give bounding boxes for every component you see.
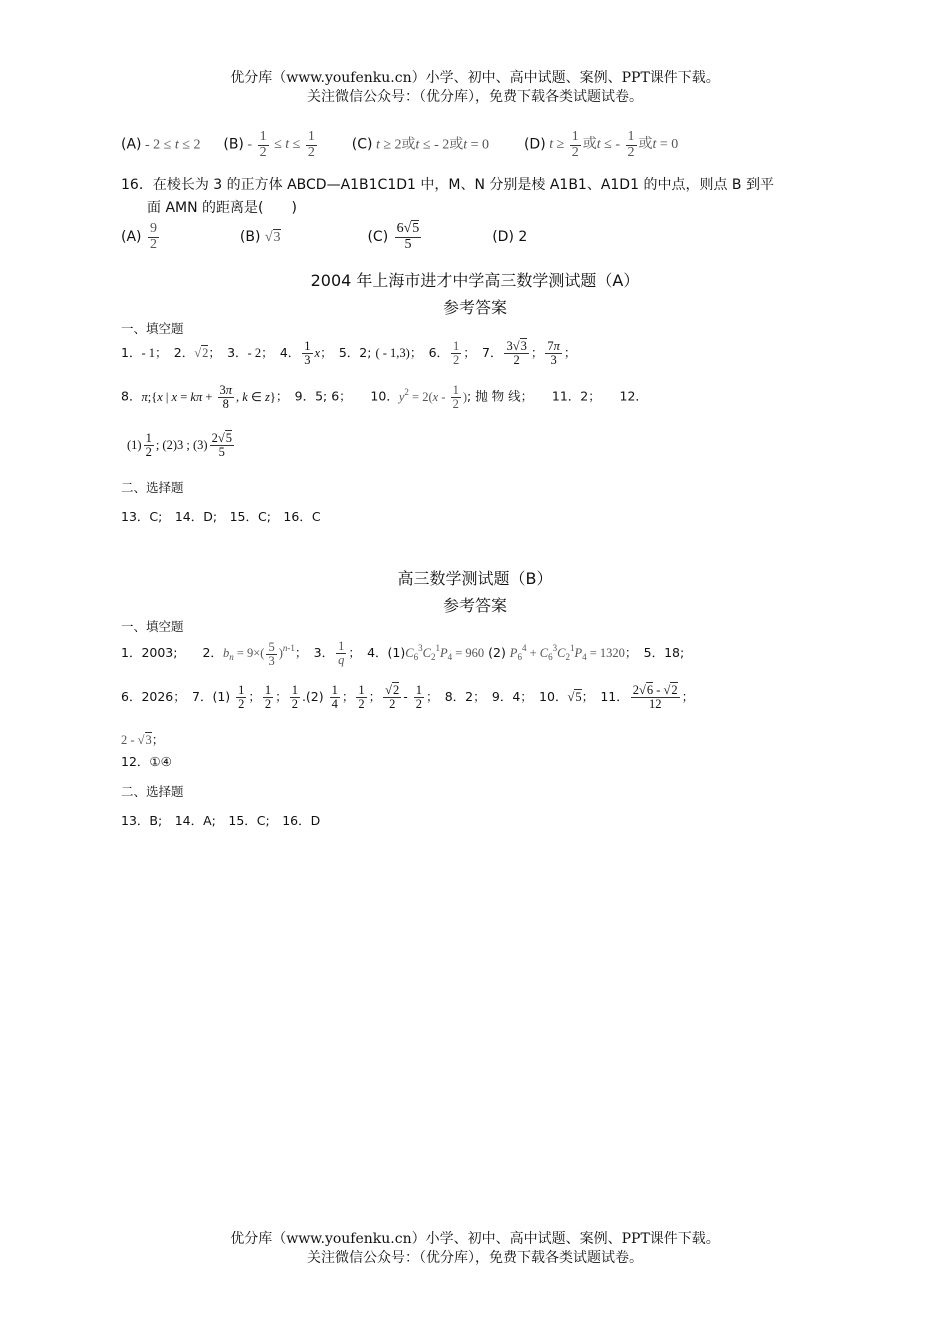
section-a-choice-answers: 13．C; 14．D; 15．C; 16．C — [121, 509, 321, 524]
section-b-title: 高三数学测试题（B） — [397, 569, 553, 588]
section-a-title: 2004 年上海市进才中学高三数学测试题（A） — [310, 271, 640, 290]
section-b-item-12: 12．①④ — [121, 754, 172, 769]
section-a-subtitle: 参考答案 — [442, 298, 507, 317]
section-b-subtitle: 参考答案 — [442, 596, 507, 615]
section-a-fill-heading: 一、填空题 — [121, 321, 184, 336]
header-line-1: 优分库（www.youfenku.cn）小学、初中、高中试题、案例、PPT课件下载。 — [230, 70, 720, 86]
section-a-choice-heading: 二、选择题 — [121, 480, 184, 495]
section-b-choice-answers: 13．B; 14．A; 15．C; 16．D — [121, 813, 321, 828]
section-b-fill-row-2: 6．2026； 7．(1) $\frac{1}{2}$ ； $\frac{1}{2}$ ； $\frac{1}{2}$ .(2) $\frac{1}{4}$ ； $\frac{1}{2}$ ； $\frac{√2}{2}$ - $\frac{1}{2}$ ； 8．2； 9．4； 10．√5； 11． $\frac{2√6 - √2}{12}$ ； — [121, 683, 695, 712]
section-b-fill-heading: 一、填空题 — [121, 619, 184, 634]
section-b-fill-row-1: 1．2003; 2．$b_n = 9\times$( $\frac{5}{3}$ )$^{n-1}$； 3． $\frac{1}{q}$ ； 4．$(1)C_6^3C_2^1P_4 = 960$ (2) $P_6^4 + C_6^3C_2^1P_4 = 1320$； 5．18; — [121, 639, 685, 668]
q16-text-line-2: 面 AMN 的距离是( ) — [147, 200, 297, 216]
footer-line-1: 优分库（www.youfenku.cn）小学、初中、高中试题、案例、PPT课件下载。 — [230, 1231, 720, 1247]
q16-text-line-1: 16．在棱长为 3 的正方体 ABCD—A1B1C1D1 中，M、N 分别是棱 A1B1、A1D1 的中点，则点 B 到平 — [121, 177, 774, 193]
q16-options: (A) $\frac{9}{2}$ (B) √3 (C) $\frac{6√5}{5}$ (D) 2 — [121, 221, 528, 252]
header-line-2: 关注微信公众号：（优分库），免费下载各类试题试卷。 — [307, 89, 643, 105]
q15-options: (A) - 2 ≤ t ≤ 2 (B) - $\frac{1}{2}$ ≤ t ≤ $\frac{1}{2}$ (C) t ≥ 2或t ≤ - 2或t = 0 (D) t ≥ $\frac{1}{2}$ 或t ≤ - $\frac{1}{2}$ 或t = 0 — [121, 129, 679, 160]
footer-line-2: 关注微信公众号：（优分库），免费下载各类试题试卷。 — [307, 1250, 643, 1266]
section-a-fill-row-2: 8．π;{x | x = kπ + $\frac{3\pi}{8}$ , k ∈ z}； 9．5; 6； 10．$y^2 = 2(x$ - $\frac{1}{2}$ ); 抛 物 线； 11．2； 12． — [121, 383, 648, 412]
section-a-fill-row-3: (1) $\frac{1}{2}$ ; (2)3 ; (3) $\frac{2√5}{5}$ — [127, 431, 232, 460]
section-a-fill-row-1: 1．- 1； 2．√2； 3．- 2； 4． $\frac{1}{3}$ x； 5．2; ( - 1,3)； 6． $\frac{1}{2}$ ； 7． $\frac{3√3}{2}$ ； $\frac{7\pi}{3}$ ； — [121, 339, 577, 368]
section-b-choice-heading: 二、选择题 — [121, 784, 184, 799]
section-b-fill-row-3: 2 - √3； — [121, 732, 165, 747]
